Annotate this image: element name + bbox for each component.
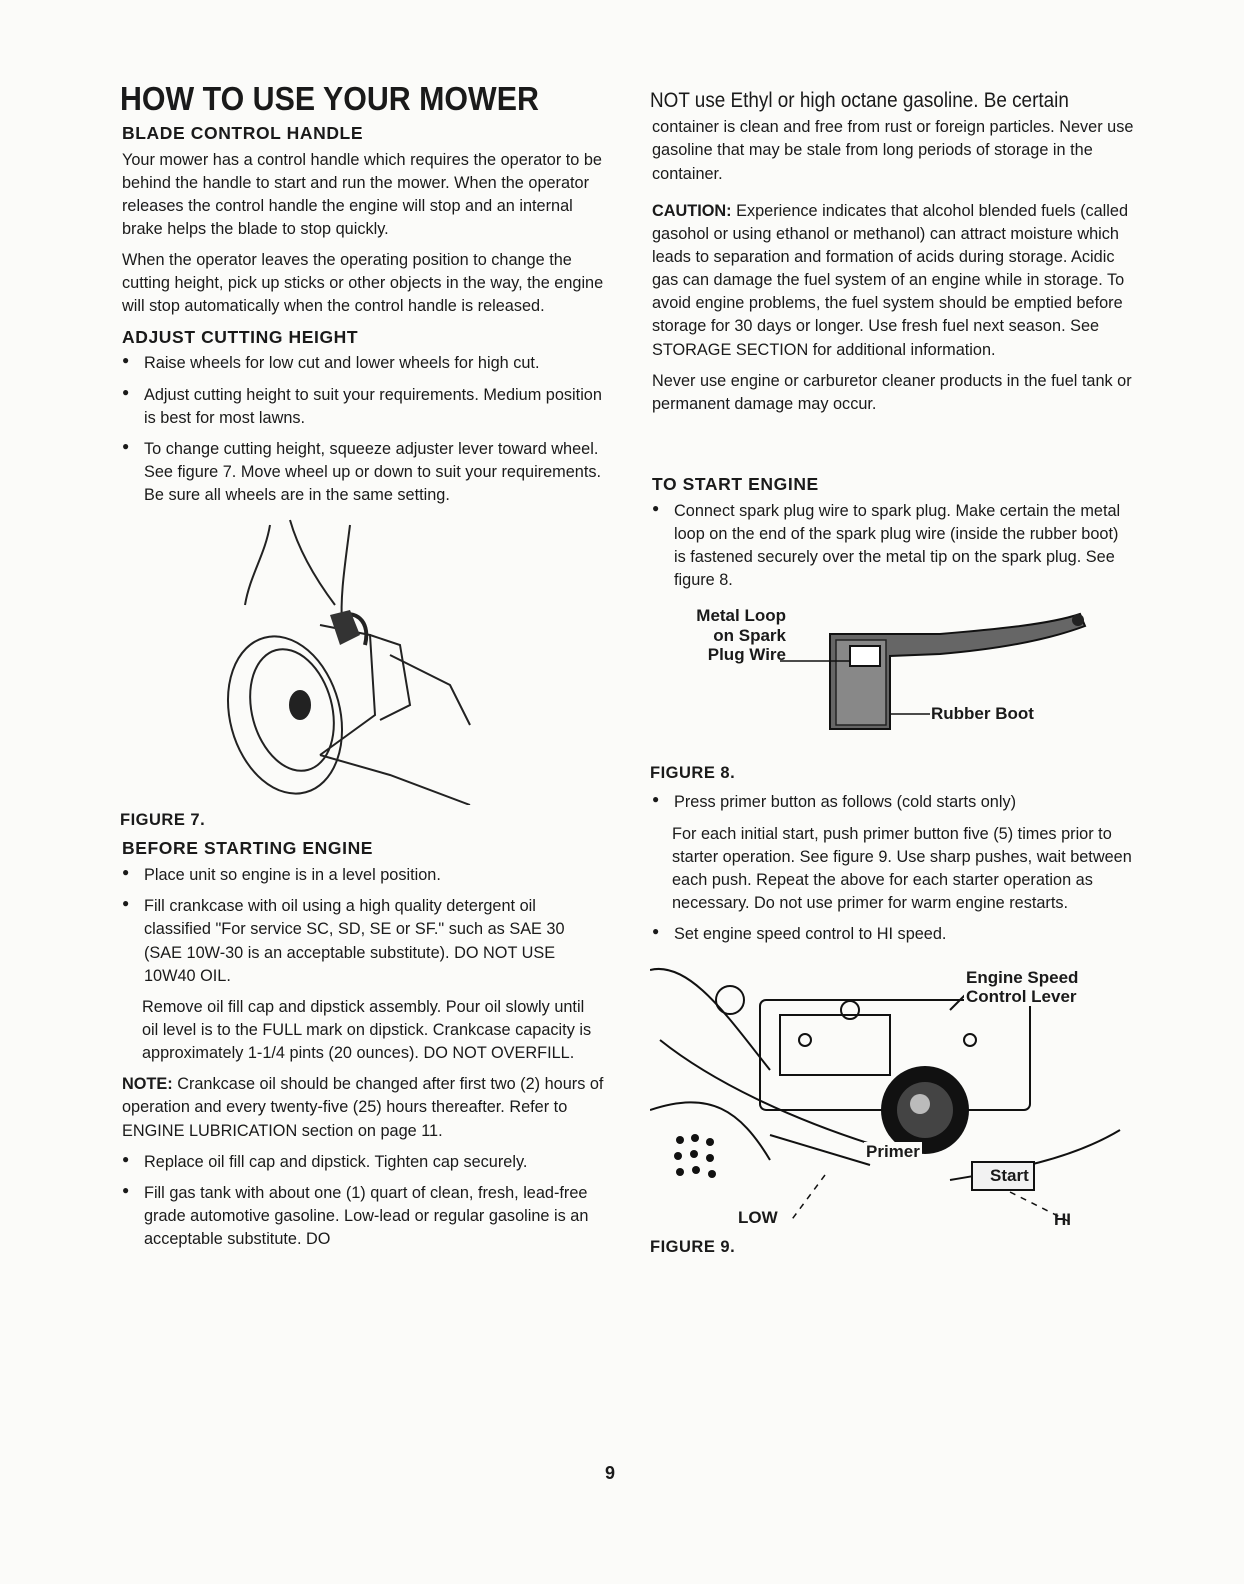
before-bullet-2: ● Fill crankcase with oil using a high quality detergent oil classified "For service SC, SD, SE or SF." such as SAE 30 (SAE 10W-30 is an acceptable substitute). DO NOT USE 10W40 OIL. [122,895,604,988]
start-bullet-3: ● Set engine speed control to HI speed. [652,923,1134,946]
caution-paragraph [652,200,1134,362]
fuel-continued-text: container is clean and free from rust or foreign particles. Never use gasoline that may be stale from long periods of storage in the container. [652,118,1134,183]
cutting-heading: ADJUST CUTTING HEIGHT [122,326,359,347]
figure-9-label-engine-speed-lever: Engine Speed Control Lever [966,968,1079,1007]
cutting-bullet-2: ● Adjust cutting height to suit your requirements. Medium position is best for most lawns. [122,384,604,430]
caution-text: Experience indicates that alcohol blended fuels (called gasohol or using ethanol or methanol) can attract moisture which leads to separation and formation of acids during storage. Acidic gas can damage the fuel system of an engine while in storage. To avoid engine problems, the fuel system should be emptied before storage for 30 days or longer. Use fresh fuel next season. See STORAGE SECTION for additional information. [652,201,1129,359]
cutting-bullet-3: ● To change cutting height, squeeze adjuster lever toward wheel. See figure 7. Move wheel up or down to suit your requirements. Be sure all wheels are in the same setting. [122,438,604,507]
page-title: HOW TO USE YOUR MOWER [120,80,539,117]
figure-9-label-hi: HI [1054,1210,1071,1230]
figure-9-label-primer: Primer [866,1142,920,1162]
cutting-bullet-1: ● Raise wheels for low cut and lower wheels for high cut. [122,352,604,375]
blade-paragraph-2: When the operator leaves the operating position to change the cutting height, pick up sticks or other objects in the way, the engine will stop automatically when the control handle is released. [122,251,604,316]
page-number: 9 [605,1463,616,1483]
figure-9 [650,960,1134,1230]
blade-heading: BLADE CONTROL HANDLE [122,122,364,143]
figure-8-caption: FIGURE 8. [650,764,736,783]
start-bullet-1: ● Connect spark plug wire to spark plug. Make certain the metal loop on the end of the spark plug wire (inside the rubber boot) is fastened securely over the metal tip on the spark plug. See figure 8. [652,500,1134,593]
note-label: NOTE: [122,1075,173,1094]
figure-8-label-rubber-boot: Rubber Boot [931,704,1034,724]
figure-8-label-metal-loop: Metal Loop on Spark Plug Wire [696,606,786,665]
figure-8-spark-plug-boot [780,604,1090,764]
right-column [650,88,1134,1265]
figure-9-caption: FIGURE 9. [650,1238,736,1257]
before-bullet-2-continued: Remove oil fill cap and dipstick assembly. Pour oil slowly until oil level is to the FULL mark on dipstick. Crankcase capacity is approximately 1-1/4 pints (20 ounces). DO NOT OVERFILL. [142,997,592,1063]
figure-7-caption: FIGURE 7. [120,811,206,830]
blade-paragraph-1: Your mower has a control handle which requires the operator to be behind the handle to start and run the mower. When the operator releases the control handle the engine will stop and an internal brake helps the blade to stop quickly. [122,150,602,238]
figure-9-label-start: Start [990,1166,1029,1186]
fuel-continued-line: NOT use Ethyl or high octane gasoline. Be certain [650,89,1069,112]
before-bullet-3: ● Replace oil fill cap and dipstick. Tighten cap securely. [122,1151,604,1174]
note-text: Crankcase oil should be changed after first two (2) hours of operation and every twenty-five (25) hours thereafter. Refer to ENGINE LUBRICATION section on page 11. [122,1075,604,1140]
start-bullet-2: ● Press primer button as follows (cold starts only) [652,791,1134,814]
start-heading: TO START ENGINE [652,473,819,494]
never-use-paragraph: Never use engine or carburetor cleaner products in the fuel tank or permanent damage may occur. [652,371,1132,413]
left-column [120,82,604,1259]
before-bullet-4: ● Fill gas tank with about one (1) quart of clean, fresh, lead-free grade automotive gasoline. Low-lead or regular gasoline is an acceptable substitute. DO [122,1182,604,1251]
before-heading: BEFORE STARTING ENGINE [122,838,374,859]
figure-9-label-low: LOW [738,1208,778,1228]
before-bullet-1: ● Place unit so engine is in a level position. [122,864,604,887]
figure-8 [650,604,1134,764]
start-bullet-2-continued: For each initial start, push primer button five (5) times prior to starter operation. See figure 9. Use sharp pushes, wait between each push. Repeat the above for each starter operation as necessary. Do not use primer for warm engine restarts. [672,824,1132,912]
note-paragraph [122,1073,604,1142]
caution-label: CAUTION: [652,201,732,220]
figure-7-wheel-illustration [210,515,510,805]
